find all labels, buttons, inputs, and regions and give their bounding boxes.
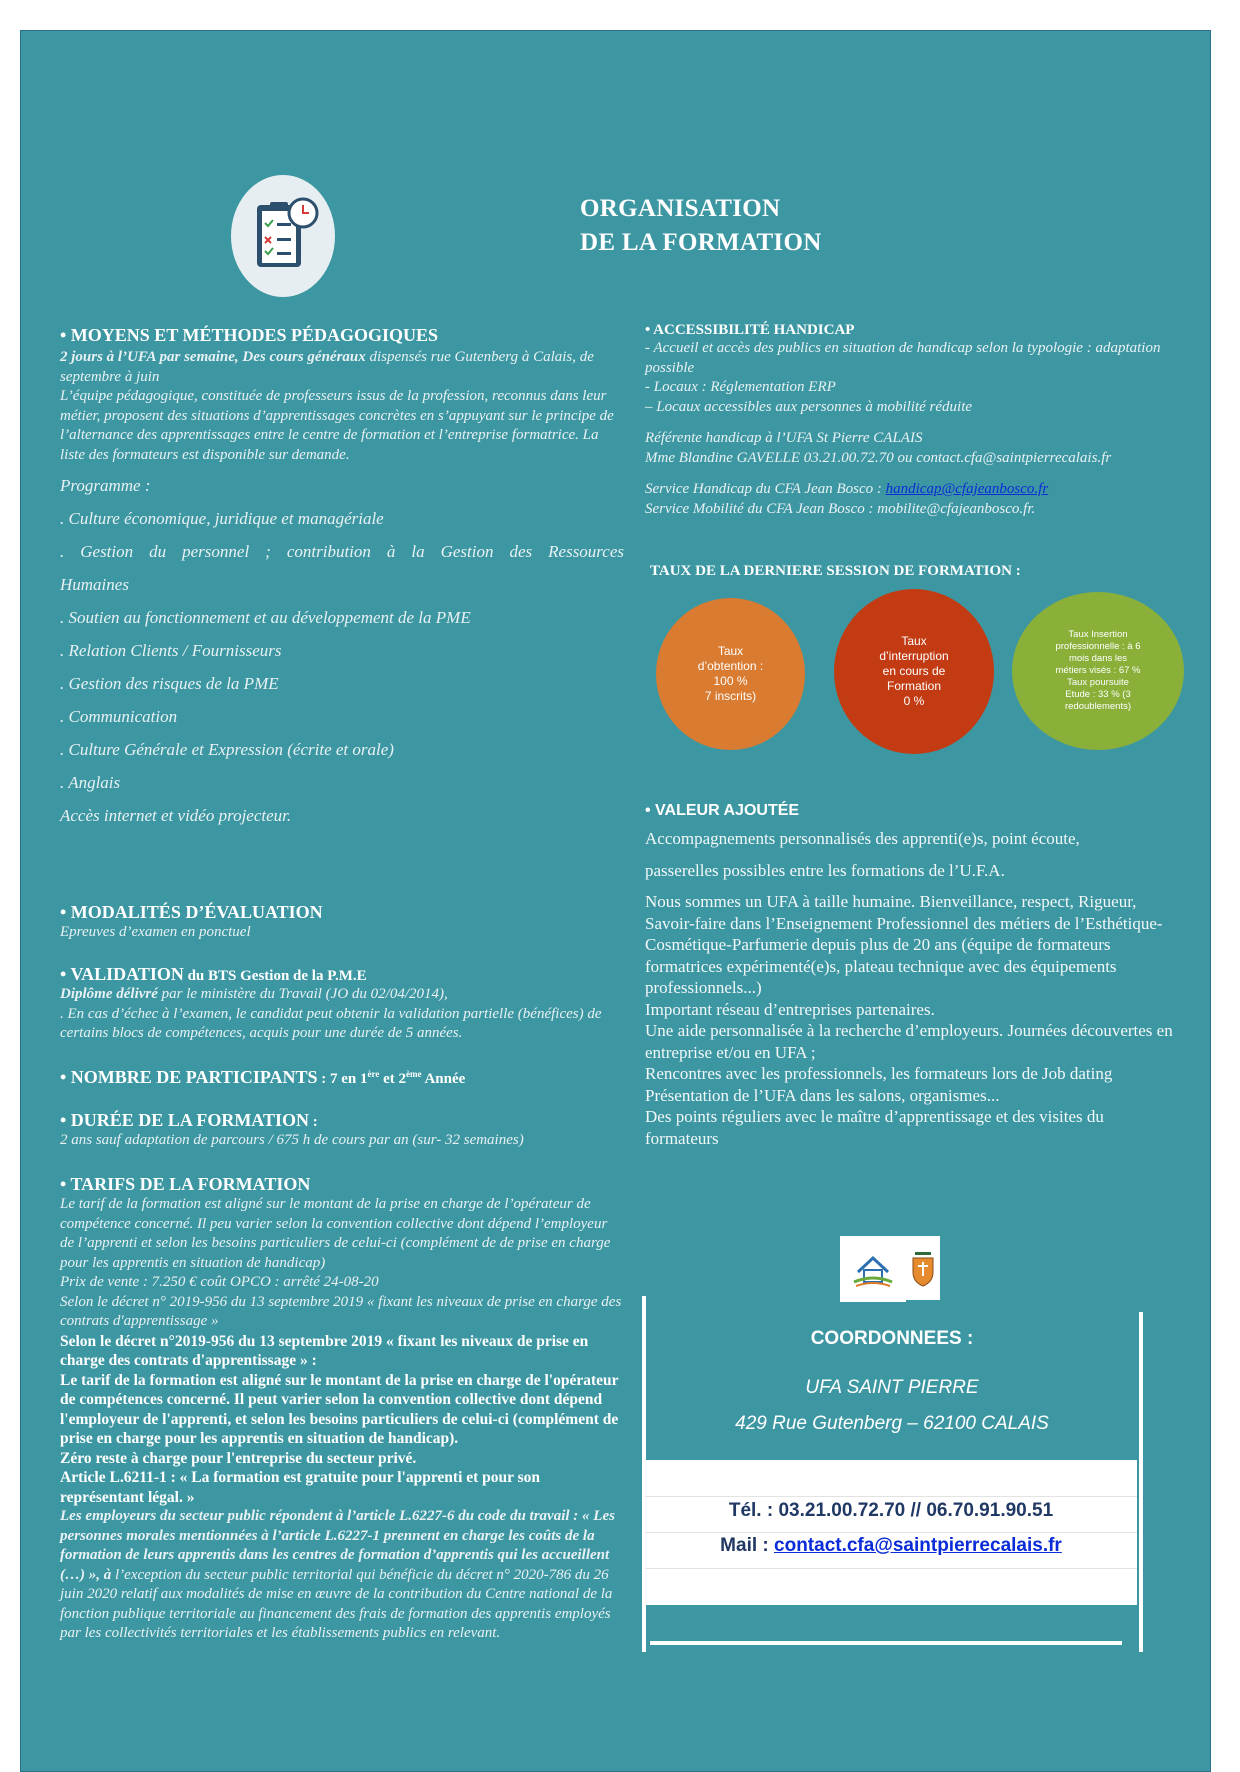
tarifs-text-3: Selon le décret n° 2019-956 du 13 septembre 2019 « fixant les niveaux de prise en charge des contrats d'apprentissage » — [60, 1293, 622, 1329]
participants-heading: • NOMBRE DE PARTICIPANTS — [60, 1067, 318, 1087]
tarifs-bold-1: Selon le décret n°2019-956 du 13 septembre 2019 « fixant les niveaux de prise en charge des contrats d'apprentissage » : — [60, 1332, 589, 1369]
duree-heading: • DURÉE DE LA FORMATION — [60, 1110, 309, 1130]
accessibilite-heading: • ACCESSIBILITÉ HANDICAP — [645, 322, 855, 338]
referente-line-1: Référente handicap à l’UFA St Pierre CALAIS — [645, 430, 923, 446]
taux-c1-line: 7 inscrits) — [704, 689, 757, 703]
tarifs-bold-italic: Les employeurs du secteur public répondent à l’article L.6227-6 du code du travail : « Les personnes morales mentionnées à l’article L.6227-1 prennent en charge les coûts de la formation de leurs apprentis dans les centres de formation d’apprentis qui les accueillent (…) », à — [60, 1508, 615, 1583]
valeur-item: Des points réguliers avec le maître d’apprentissage et des visites du formateurs — [645, 1107, 1104, 1148]
service-handicap-link[interactable]: handicap@cfajeanbosco.fr — [885, 481, 1049, 497]
programme-item: . Gestion des risques de la PME — [60, 674, 279, 693]
programme-item: Accès internet et vidéo projecteur. — [60, 806, 292, 825]
moyens-section — [60, 325, 624, 832]
taux-c1-line: d’obtention : — [697, 659, 764, 673]
taux-heading: TAUX DE LA DERNIERE SESSION DE FORMATION : — [650, 563, 1021, 579]
taux-c3-line: métiers visés : 67 % — [1055, 665, 1141, 676]
tarifs-bold-2: Le tarif de la formation est aligné sur le montant de la prise en charge de l'opérateur de compétences concerné. Il peut varier selon la convention collective dont dépend l'employeur de l'apprenti, et selon les besoins particuliers de celui-ci (complément de prise en charge pour les apprentis en situation de handicap). — [60, 1371, 619, 1447]
coord-address: 429 Rue Gutenberg – 62100 CALAIS — [735, 1413, 1049, 1434]
valeur-heading: • VALEUR AJOUTÉE — [645, 802, 800, 819]
participants-b: et 2 — [379, 1071, 407, 1087]
valeur-item: Rencontres avec les professionnels, les formateurs lors de Job dating — [645, 1064, 1113, 1083]
tarifs-bold-4: Article L.6211-1 : « La formation est gratuite pour l'apprenti et pour son représentant légal. » — [60, 1469, 541, 1506]
programme-item: . Culture économique, juridique et managériale — [60, 509, 384, 528]
taux-interruption-circle — [834, 589, 994, 754]
page-title — [580, 192, 822, 260]
validation-heading — [60, 964, 624, 985]
taux-c2-line: Formation — [886, 679, 942, 693]
valeur-list — [645, 891, 1180, 1149]
participants-sup2: ème — [406, 1069, 422, 1079]
coord-bottom-border — [650, 1641, 1122, 1645]
coord-name: UFA SAINT PIERRE — [805, 1377, 979, 1398]
service-handicap-label: Service Handicap du CFA Jean Bosco : — [645, 481, 886, 497]
contact-mail-link[interactable]: contact.cfa@saintpierrecalais.fr — [774, 1535, 1062, 1556]
moyens-bold: 2 jours à l’UFA par semaine, Des cours généraux — [60, 349, 366, 365]
contact-mail-label: Mail : — [720, 1535, 775, 1556]
participants-c: Année — [421, 1071, 466, 1087]
shield-logo-icon — [906, 1236, 940, 1300]
programme-item: . Soutien au fonctionnement et au développement de la PME — [60, 608, 471, 627]
validation-section — [60, 964, 624, 1044]
taux-c1-line: Taux — [717, 644, 744, 658]
evaluation-section — [60, 902, 624, 943]
validation-text-1 — [60, 985, 624, 1005]
tarifs-bold-block — [60, 1332, 624, 1508]
validation-rest: par le ministère du Travail (JO du 02/04/2014), — [157, 986, 448, 1002]
valeur-item: Savoir-faire dans l’Enseignement Professionnel des métiers de l’Esthétique-Cosmétique-Parfumerie depuis plus de 20 ans (équipe de formateurs formatrices expérimenté(e)s, plateau technique avec des équipements professionnels...) — [645, 913, 1163, 997]
taux-c3-line: Taux poursuite — [1067, 677, 1129, 688]
duree-section — [60, 1110, 624, 1151]
valeur-item: Important réseau d’entreprises partenaires. — [645, 999, 935, 1019]
tarifs-public — [60, 1507, 624, 1644]
taux-c1-line: 100 % — [713, 674, 748, 688]
valeur-p2: passerelles possibles entre les formations de l’U.F.A. — [645, 860, 1005, 880]
tarifs-bold-3: Zéro reste à charge pour l'entreprise du secteur privé. — [60, 1449, 417, 1467]
participants-a: : 7 en 1 — [317, 1071, 368, 1087]
taux-c3-line: redoublements) — [1064, 701, 1131, 712]
validation-bold: Diplôme délivré — [60, 986, 158, 1002]
tarifs-text-2: Prix de vente : 7.250 € coût OPCO : arrêté 24-08-20 — [60, 1274, 379, 1290]
participants-section — [60, 1067, 624, 1088]
participants-sup1: ère — [367, 1069, 380, 1079]
contact-tel: Tél. : 03.21.00.72.70 // 06.70.91.90.51 — [728, 1500, 1054, 1521]
tarifs-text-1: Le tarif de la formation est aligné sur le montant de la prise en charge de l’opérateur de compétence concerné. Il peu varier selon la convention collective dont dépend l’employeur de l’apprenti et selon les besoins particuliers de celui-ci (complément de de prise en charge pour les apprentis en situation de handicap) — [60, 1196, 611, 1271]
programme-item: . Relation Clients / Fournisseurs — [60, 641, 282, 660]
tarifs-text-4: l’exception du secteur public territorial qui bénéficie du décret n° 2020-786 du 26 juin 2020 relatif aux modalités de mise en œuvre de la contribution du Centre national de la fonction publique territoriale au financement des frais de formation des apprentis employés par les collectivités territoriales et les établissements publics en relevant. — [60, 1566, 613, 1641]
tarifs-section — [60, 1174, 624, 1644]
programme-item: . Culture Générale et Expression (écrite et orale) — [60, 740, 394, 759]
taux-c3-line: mois dans les — [1068, 653, 1128, 664]
referente-line-2: Mme Blandine GAVELLE 03.21.00.72.70 ou contact.cfa@saintpierrecalais.fr — [645, 449, 1112, 466]
duree-colon: : — [309, 1114, 318, 1130]
taux-obtention-circle — [656, 598, 805, 750]
title-line-1: ORGANISATION — [580, 195, 781, 222]
accessibilite-line-2: - Locaux : Réglementation ERP — [645, 379, 836, 395]
taux-c2-line: Taux — [901, 634, 927, 648]
valeur-item: Une aide personnalisée à la recherche d’employeurs. Journées découvertes en entreprise et/ou en UFA ; — [645, 1021, 1173, 1062]
accessibilite-section — [645, 322, 1175, 519]
moyens-rest: dispensés rue Gutenberg à Calais, de septembre à juin — [60, 349, 594, 385]
coord-heading: COORDONNEES : — [810, 1328, 974, 1349]
checklist-clock-icon — [231, 175, 335, 297]
evaluation-heading: • MODALITÉS D’ÉVALUATION — [60, 902, 323, 922]
accessibilite-line-1: - Accueil et accès des publics en situation de handicap selon la typologie : adaptation possible — [645, 340, 1161, 376]
coord-right-border — [1139, 1312, 1143, 1652]
participants-value — [318, 1071, 466, 1087]
validation-heading-a: • VALIDATION — [60, 964, 184, 984]
contact-mail-row — [645, 1535, 1137, 1557]
valeur-item: Nous sommes un UFA à taille humaine. Bienveillance, respect, Rigueur, — [645, 892, 1137, 911]
valeur-section — [645, 802, 1180, 1149]
tarifs-heading: • TARIFS DE LA FORMATION — [60, 1174, 311, 1194]
valeur-item: Présentation de l’UFA dans les salons, organismes... — [645, 1085, 1000, 1105]
evaluation-text: Epreuves d’examen en ponctuel — [60, 924, 251, 940]
programme-item: . Gestion du personnel ; contribution à la Gestion des Ressources Humaines — [60, 542, 624, 594]
house-logo-icon — [840, 1236, 906, 1302]
contact-table — [645, 1460, 1137, 1605]
moyens-text-2: L’équipe pédagogique, constituée de professeurs issus de la profession, reconnus dans leur métier, proposent des situations d’apprentissages concrètes en s’appuyant sur le principe de l’alternance des apprentissages entre le centre de formation et l’entreprise formatrice. La liste des formateurs est disponible sur demande. — [60, 388, 614, 463]
service-handicap — [645, 480, 1175, 500]
taux-c3-line: professionnelle : à 6 — [1055, 641, 1141, 652]
service-mobilite: Service Mobilité du CFA Jean Bosco : mobilite@cfajeanbosco.fr. — [645, 500, 1036, 517]
duree-text: 2 ans sauf adaptation de parcours / 675 h de cours par an (sur- 32 semaines) — [60, 1132, 524, 1148]
title-line-2: DE LA FORMATION — [580, 229, 822, 256]
taux-c2-line: en cours de — [882, 664, 946, 678]
validation-text-2: . En cas d’échec à l’examen, le candidat peut obtenir la validation partielle (bénéfices) de certains blocs de compétences, acquis pour une durée de 5 années. — [60, 1005, 602, 1041]
valeur-p1: Accompagnements personnalisés des apprenti(e)s, point écoute, — [645, 829, 1080, 848]
taux-insertion-circle — [1012, 592, 1184, 750]
programme-item: . Communication — [60, 707, 178, 726]
taux-c2-line: d’interruption — [879, 649, 949, 663]
validation-heading-b: du BTS Gestion de la P.M.E — [183, 968, 367, 984]
taux-c2-line: 0 % — [903, 694, 925, 708]
programme-list — [60, 469, 624, 832]
programme-item: . Anglais — [60, 773, 121, 792]
accessibilite-line-3: – Locaux accessibles aux personnes à mobilité réduite — [645, 398, 973, 415]
programme-item: Programme : — [60, 476, 151, 495]
moyens-text-1 — [60, 348, 624, 387]
moyens-heading: • MOYENS ET MÉTHODES PÉDAGOGIQUES — [60, 325, 439, 345]
taux-c3-line: Taux Insertion — [1068, 629, 1128, 640]
taux-c3-line: Etude : 33 % (3 — [1065, 689, 1131, 700]
